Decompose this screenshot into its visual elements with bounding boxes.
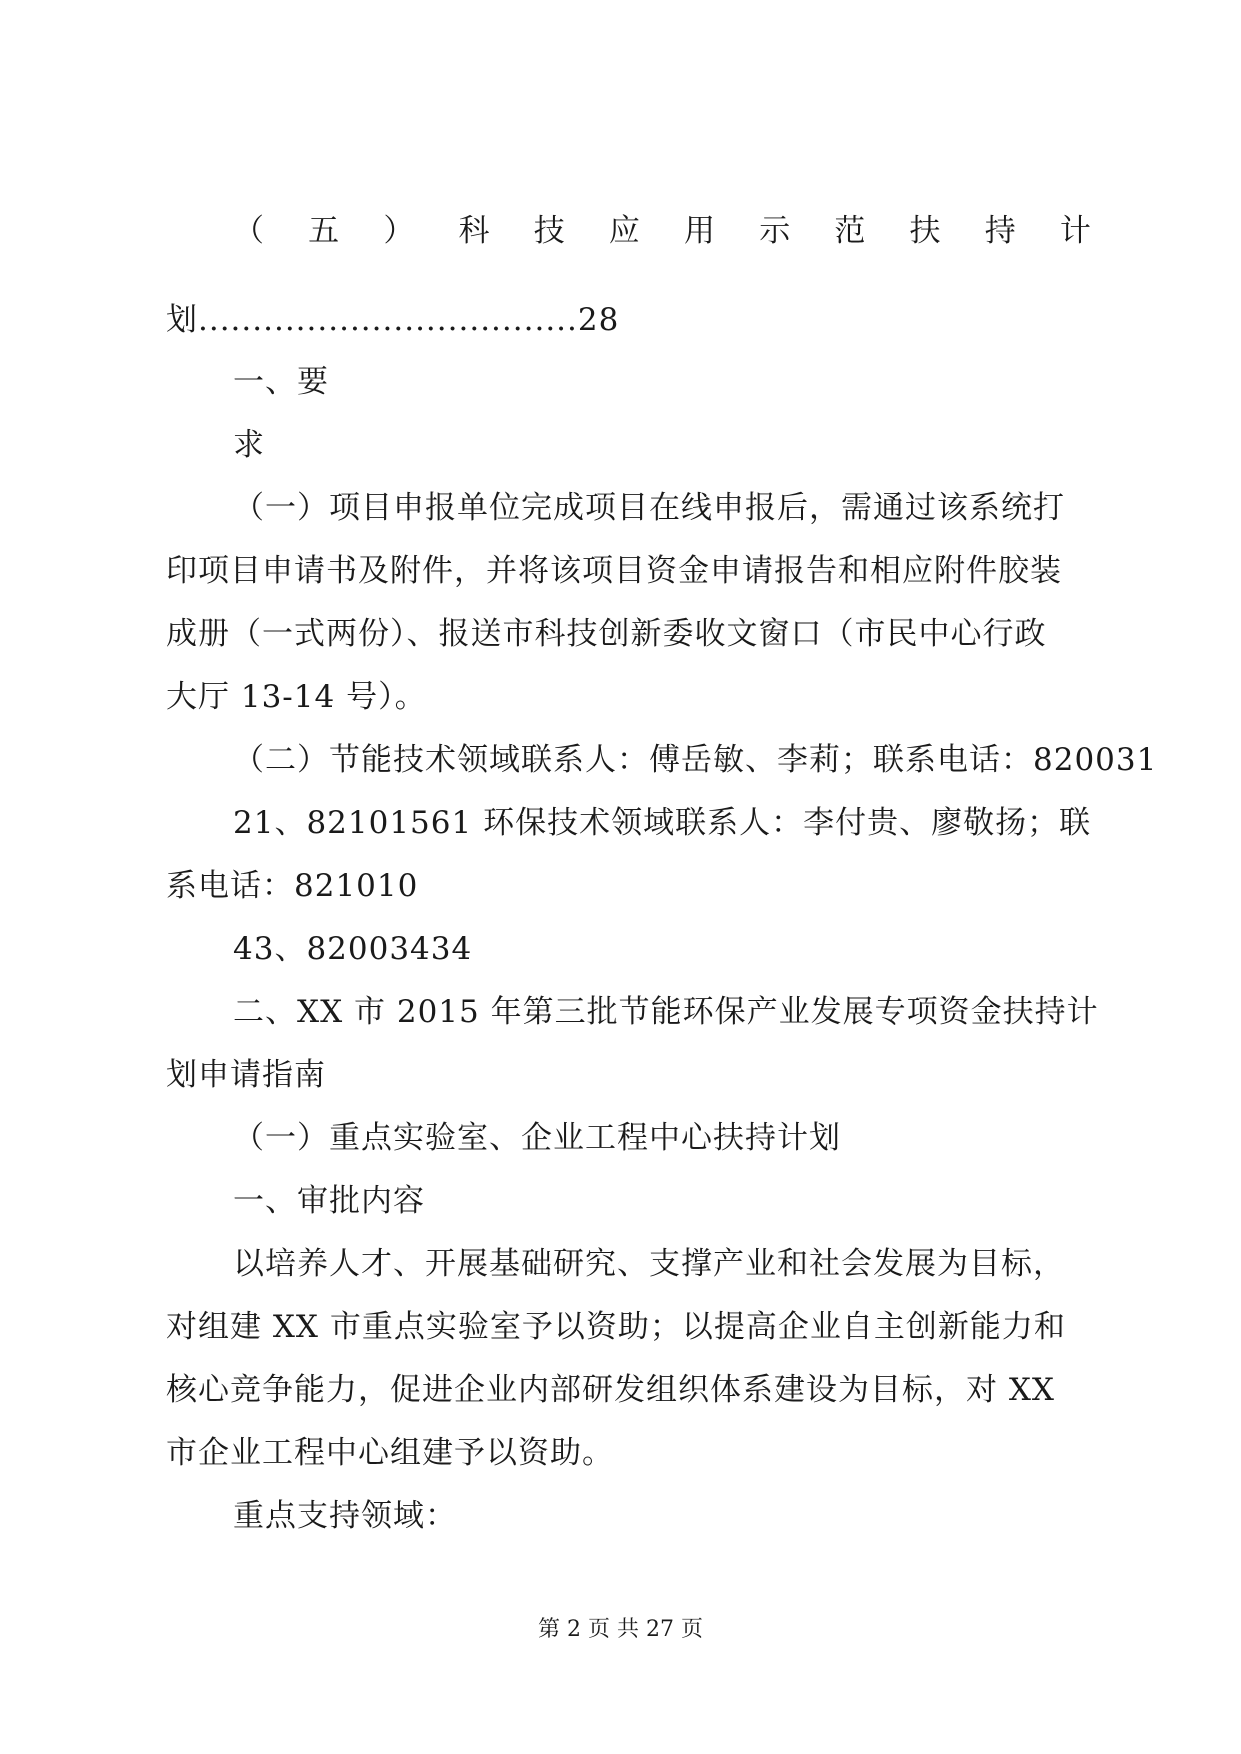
toc-char: 科	[458, 213, 490, 249]
paragraph-line: 系电话：821010	[166, 868, 419, 904]
toc-char: ）	[383, 213, 415, 249]
section-heading: 一、要	[233, 364, 329, 400]
paragraph-line: 43、82003434	[233, 931, 473, 967]
toc-char: 用	[684, 213, 716, 249]
toc-char: 五	[308, 213, 340, 249]
toc-char: 技	[533, 213, 565, 249]
section-heading: 二、XX 市 2015 年第三批节能环保产业发展专项资金扶持计	[233, 994, 1099, 1030]
paragraph-line: 以培养人才、开展基础研究、支撑产业和社会发展为目标，	[233, 1246, 1065, 1282]
paragraph-line: （二）节能技术领域联系人：傅岳敏、李莉；联系电话：820031	[233, 742, 1158, 778]
subsection-heading: 一、审批内容	[233, 1183, 425, 1219]
paragraph-line: 市企业工程中心组建予以资助。	[166, 1435, 614, 1471]
section-heading-continued: 求	[233, 427, 265, 463]
toc-char: 范	[834, 213, 866, 249]
paragraph-line: 成册（一式两份）、报送市科技创新委收文窗口（市民中心行政	[166, 616, 1047, 652]
page-footer: 第 2 页 共 27 页	[538, 1617, 703, 1642]
paragraph-line: 印项目申请书及附件，并将该项目资金申请报告和相应附件胶装	[166, 553, 1062, 589]
toc-char: 扶	[909, 213, 941, 249]
paragraph-line: 对组建 XX 市重点实验室予以资助；以提高企业自主创新能力和	[166, 1309, 1066, 1345]
paragraph-line: （一）项目申报单位完成项目在线申报后，需通过该系统打	[233, 490, 1065, 526]
toc-char: 应	[608, 213, 640, 249]
subsection-heading: （一）重点实验室、企业工程中心扶持计划	[233, 1120, 841, 1156]
toc-char: 计	[1059, 213, 1091, 249]
toc-entry-line: 划...................................28	[166, 302, 620, 338]
toc-heading-line	[233, 211, 1091, 251]
paragraph-line: 重点支持领域：	[233, 1498, 457, 1534]
paragraph-line: 大厅 13-14 号）。	[166, 679, 427, 715]
section-heading-continued: 划申请指南	[166, 1057, 326, 1093]
toc-char: （	[233, 213, 264, 249]
toc-char: 持	[984, 213, 1016, 249]
paragraph-line: 21、82101561 环保技术领域联系人：李付贵、廖敬扬；联	[233, 805, 1092, 841]
paragraph-line: 核心竞争能力，促进企业内部研发组织体系建设为目标，对 XX	[166, 1372, 1055, 1408]
toc-char: 示	[759, 213, 791, 249]
